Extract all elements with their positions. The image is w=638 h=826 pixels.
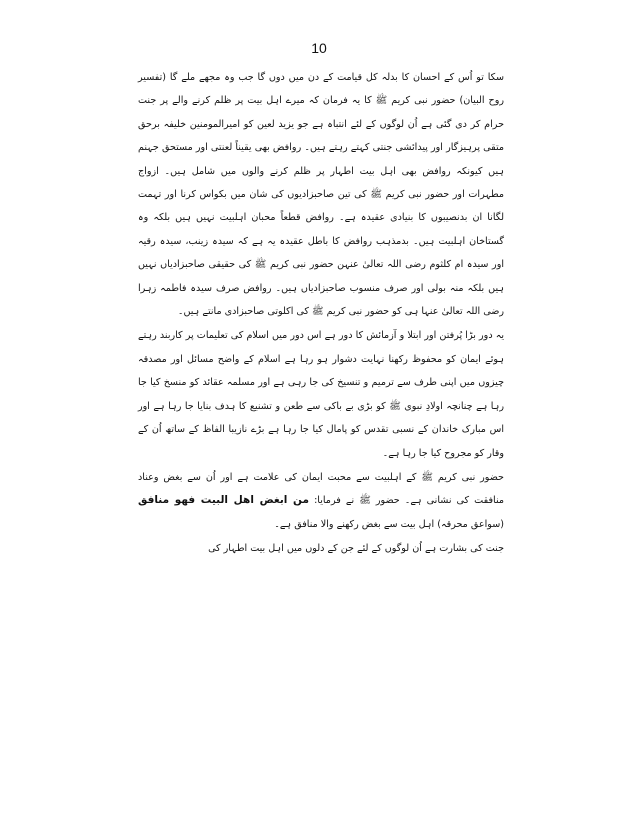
document-body xyxy=(138,66,504,561)
page-number: 10 xyxy=(311,40,327,56)
paragraph-2: یہ دور بڑا پُرفتن اور ابتلا و آزمائش کا دور ہے اس دور میں اسلام کی تعلیمات پر کاربند رہتے ہوئے ایمان کو محفوظ رکھنا نہایت دشوار ہو رہا ہے اسلام کے واضح مسائل اور مصدقہ چیزوں میں اپنی طرف سے ترمیم و تنسیخ کی جا رہی ہے اور مسلمہ عقائد کو منسخ کیا جا رہا ہے چنانچہ اولادِ نبوی ﷺ کو بڑی بے باکی سے طعن و تشنیع کا ہدف بنایا جا رہا ہے اور اس مبارک خاندان کے نسبی تقدس کو پامال کیا جا رہا ہے بڑے نازیبا الفاظ کے ساتھ اُن کے وقار کو مجروح کیا جا رہا ہے۔ xyxy=(138,330,504,459)
paragraph-1: سکا تو اُس کے احسان کا بدلہ کل قیامت کے دن میں دوں گا جب وہ مجھے ملے گا (تفسیر روح البیان) حضور نبی کریم ﷺ کا یہ فرمان کہ میرے اہل بیت پر ظلم کرنے والے پر جنت حرام کر دی گئی ہے اُن لوگوں کے لئے انتباہ ہے جو یزید لعین کو امیرالمومنین خلیفہ برحق متقی پرہیزگار اور پیدائشی جنتی کہتے رہتے ہیں۔ روافض بھی یقیناً لعنتی اور مستحق جہنم ہیں کیونکہ روافض بھی اہل بیت اطہار پر ظلم کرنے والوں میں شامل ہیں۔ ازواج مطہرات اور حضور نبی کریم ﷺ کی تین صاحبزادیوں کی شان میں بکواس کرنا اور تہمت لگانا ان بدنصیبوں کا بنیادی عقیدہ ہے۔ روافض قطعاً محبان اہلبیت نہیں ہیں بلکہ وہ گستاخان اہلبیت ہیں۔ بدمذہب روافض کا باطل عقیدہ یہ ہے کہ سیدہ زینب، سیدہ رقیہ اور سیدہ ام کلثوم رضی اللہ تعالیٰ عنہن حضور نبی کریم ﷺ کی حقیقی صاحبزادیاں نہیں ہیں بلکہ منہ بولی اور صرف منسوب صاحبزادیاں ہیں۔ روافض صرف سیدہ فاطمہ زہرا رضی اللہ تعالیٰ عنہا ہی کو حضور نبی کریم ﷺ کی اکلوتی صاحبزادی مانتے ہیں۔ xyxy=(138,72,504,318)
paragraph-3-text-before: حضور نبی کریم ﷺ کے اہلبیت سے محبت ایمان کی علامت ہے اور اُن سے بغض وعناد منافقت کی نشانی ہے۔ حضور ﷺ نے فرمایا: xyxy=(138,471,504,507)
paragraph-4: جنت کی بشارت ہے اُن لوگوں کے لئے جن کے دلوں میں اہل بیت اطہار کی xyxy=(208,543,504,555)
paragraph-3-text-after: (سواعق محرقہ) اہل بیت سے بغض رکھنے والا منافق ہے۔ xyxy=(274,518,504,530)
arabic-hadith-quote: من ابغض اهل البيت فهو منافق xyxy=(138,494,309,507)
paragraph-3 xyxy=(138,466,504,536)
